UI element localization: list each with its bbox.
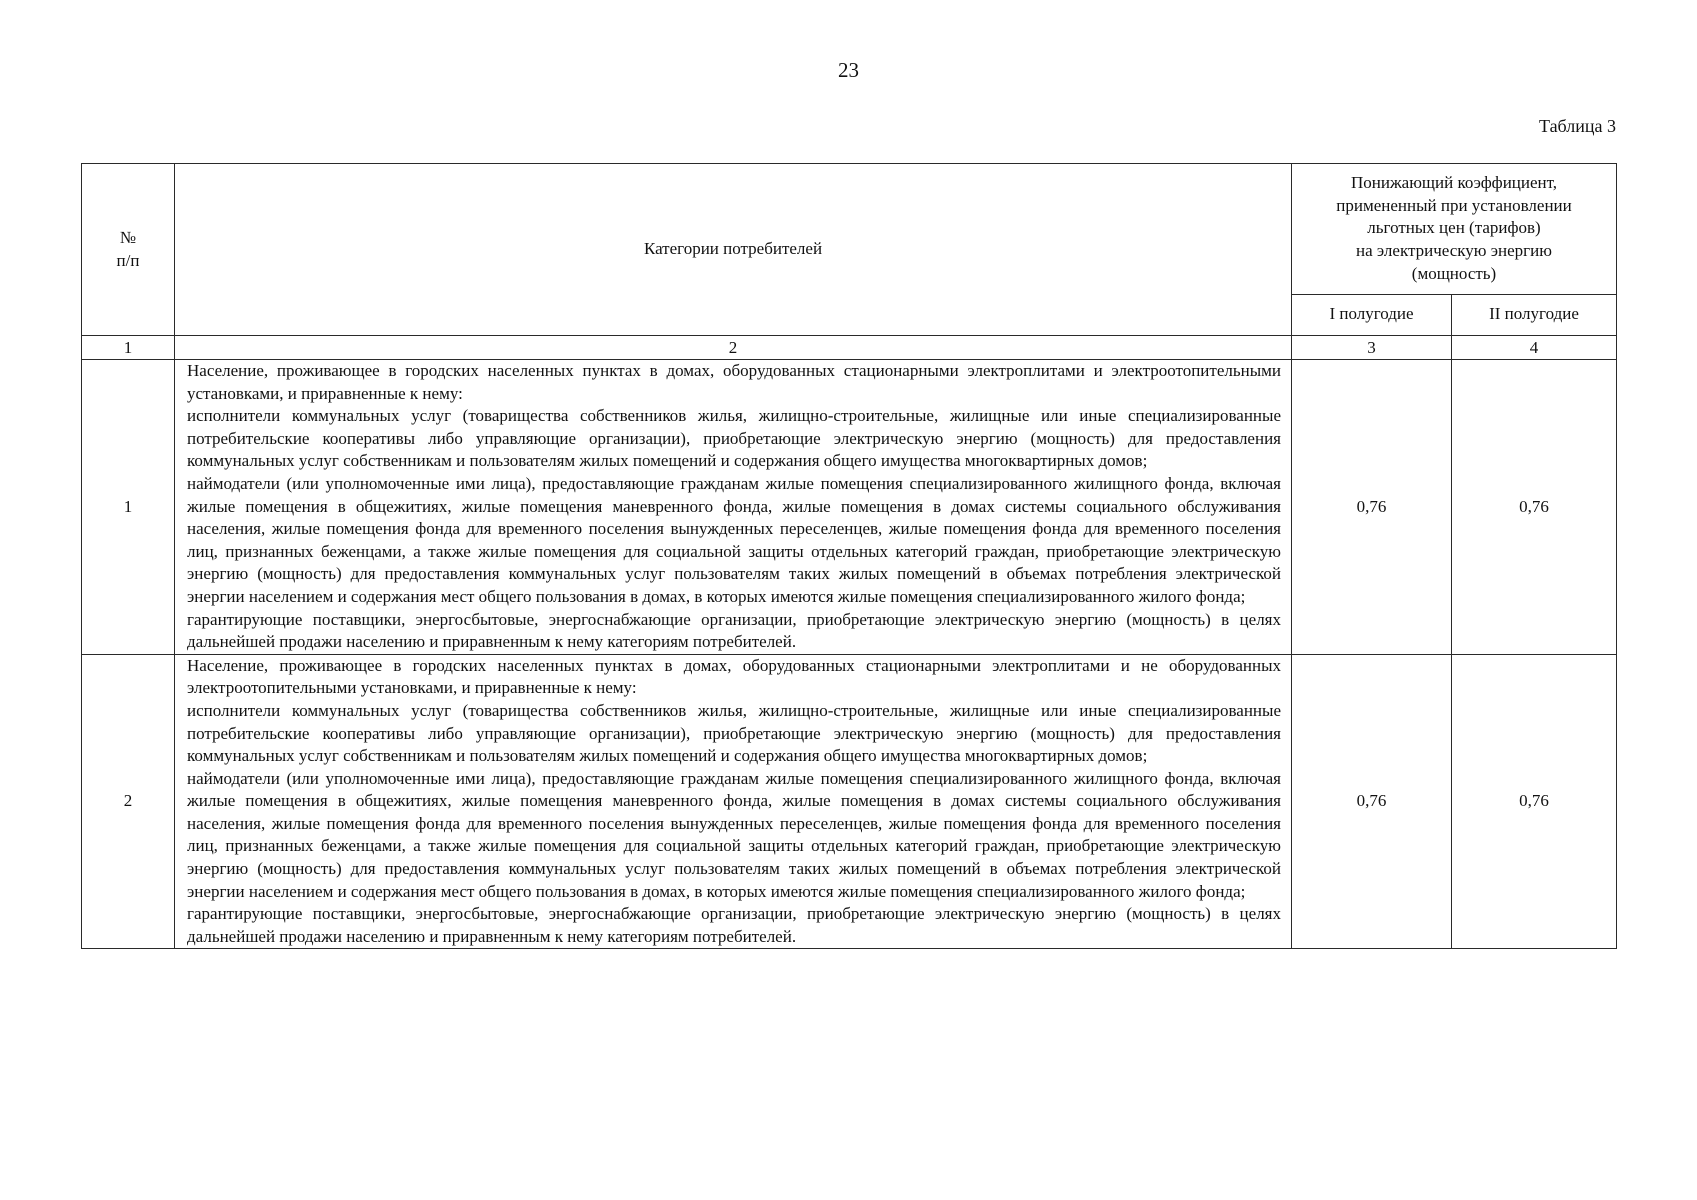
page-number: 23 [838,58,859,82]
category-paragraph: исполнители коммунальных услуг (товарищества собственников жилья, жилищно-строительные, жилищные или иные специализированные потребительские кооперативы либо управляющие организации), приобретающие электрическую энергию (мощность) для предоставления коммунальных услуг собственникам и пользователям жилых помещений и содержания общего имущества многоквартирных домов; [187,406,1281,471]
row-category-text [175,654,1292,949]
column-index: 4 [1452,336,1617,360]
category-paragraph: Население, проживающее в городских населенных пунктах в домах, оборудованных стационарными электроплитами и электроотопительными установками, и приравненные к нему: [187,361,1281,403]
row-value-half-1: 0,76 [1292,654,1452,949]
row-value-half-1: 0,76 [1292,360,1452,655]
category-paragraph: наймодатели (или уполномоченные ими лица), предоставляющие гражданам жилые помещения специализированного жилищного фонда, включая жилые помещения в общежитиях, жилые помещения маневренного фонда, жилые помещения в домах системы социального обслуживания населения, жилые помещения фонда для временного поселения вынужденных переселенцев, жилые помещения фонда для временного поселения лиц, признанных беженцами, а также жилые помещения для социальной защиты отдельных категорий граждан, приобретающие электрическую энергию (мощность) для предоставления коммунальных услуг пользователям таких жилых помещений в объемах потребления электрической энергии населением и содержания мест общего пользования в домах, в которых имеются жилые помещения специализированного жилого фонда; [187,473,1281,606]
header-coefficient-line: на электрическую энергию [1356,241,1552,261]
header-category: Категории потребителей [175,164,1292,336]
category-paragraph: гарантирующие поставщики, энергосбытовые, энергоснабжающие организации, приобретающие электрическую энергию (мощность) в целях дальнейшей продажи населению и приравненным к нему категориям потребителей. [187,904,1281,946]
header-half-1: I полугодие [1292,294,1452,335]
header-coefficient [1292,164,1617,295]
header-row [82,164,1617,295]
table-caption: Таблица 3 [1539,116,1616,136]
row-number: 1 [82,360,175,655]
header-number [82,164,175,336]
header-coefficient-line: Понижающий коэффициент, [1350,173,1558,193]
header-coefficient-line: (мощность) [1411,263,1497,283]
header-number-label: № п/п [116,227,140,270]
column-index-row [82,336,1617,360]
category-paragraph: гарантирующие поставщики, энергосбытовые, энергоснабжающие организации, приобретающие электрическую энергию (мощность) в целях дальнейшей продажи населению и приравненным к нему категориям потребителей. [187,609,1281,652]
header-coefficient-line: льготных цен (тарифов) [1367,218,1541,238]
column-index: 3 [1292,336,1452,360]
table-row [82,360,1617,655]
tariff-coefficient-table [81,163,1617,949]
category-paragraph: наймодатели (или уполномоченные ими лица), предоставляющие гражданам жилые помещения специализированного жилищного фонда, включая жилые помещения в общежитиях, жилые помещения маневренного фонда, жилые помещения в домах системы социального обслуживания населения, жилые помещения фонда для временного поселения вынужденных переселенцев, жилые помещения фонда для временного поселения лиц, признанных беженцами, а также жилые помещения для социальной защиты отдельных категорий граждан, приобретающие электрическую энергию (мощность) для предоставления коммунальных услуг пользователям таких жилых помещений в объемах потребления электрической энергии населением и содержания мест общего пользования в домах, в которых имеются жилые помещения специализированного жилого фонда; [187,768,1281,901]
column-index: 1 [82,336,175,360]
row-number: 2 [82,654,175,949]
row-category-text [175,360,1292,655]
row-value-half-2: 0,76 [1452,360,1617,655]
header-coefficient-line: примененный при установлении [1336,195,1572,215]
column-index: 2 [175,336,1292,360]
category-paragraph: Население, проживающее в городских населенных пунктах в домах, оборудованных стационарными электроплитами и не оборудованных электроотопительными установками, и приравненные к нему: [187,655,1281,698]
header-half-2: II полугодие [1452,294,1617,335]
row-value-half-2: 0,76 [1452,654,1617,949]
category-paragraph: исполнители коммунальных услуг (товарищества собственников жилья, жилищно-строительные, жилищные или иные специализированные потребительские кооперативы либо управляющие организации), приобретающие электрическую энергию (мощность) для предоставления коммунальных услуг собственникам и пользователям жилых помещений и содержания общего имущества многоквартирных домов; [187,700,1281,766]
table-row [82,654,1617,949]
